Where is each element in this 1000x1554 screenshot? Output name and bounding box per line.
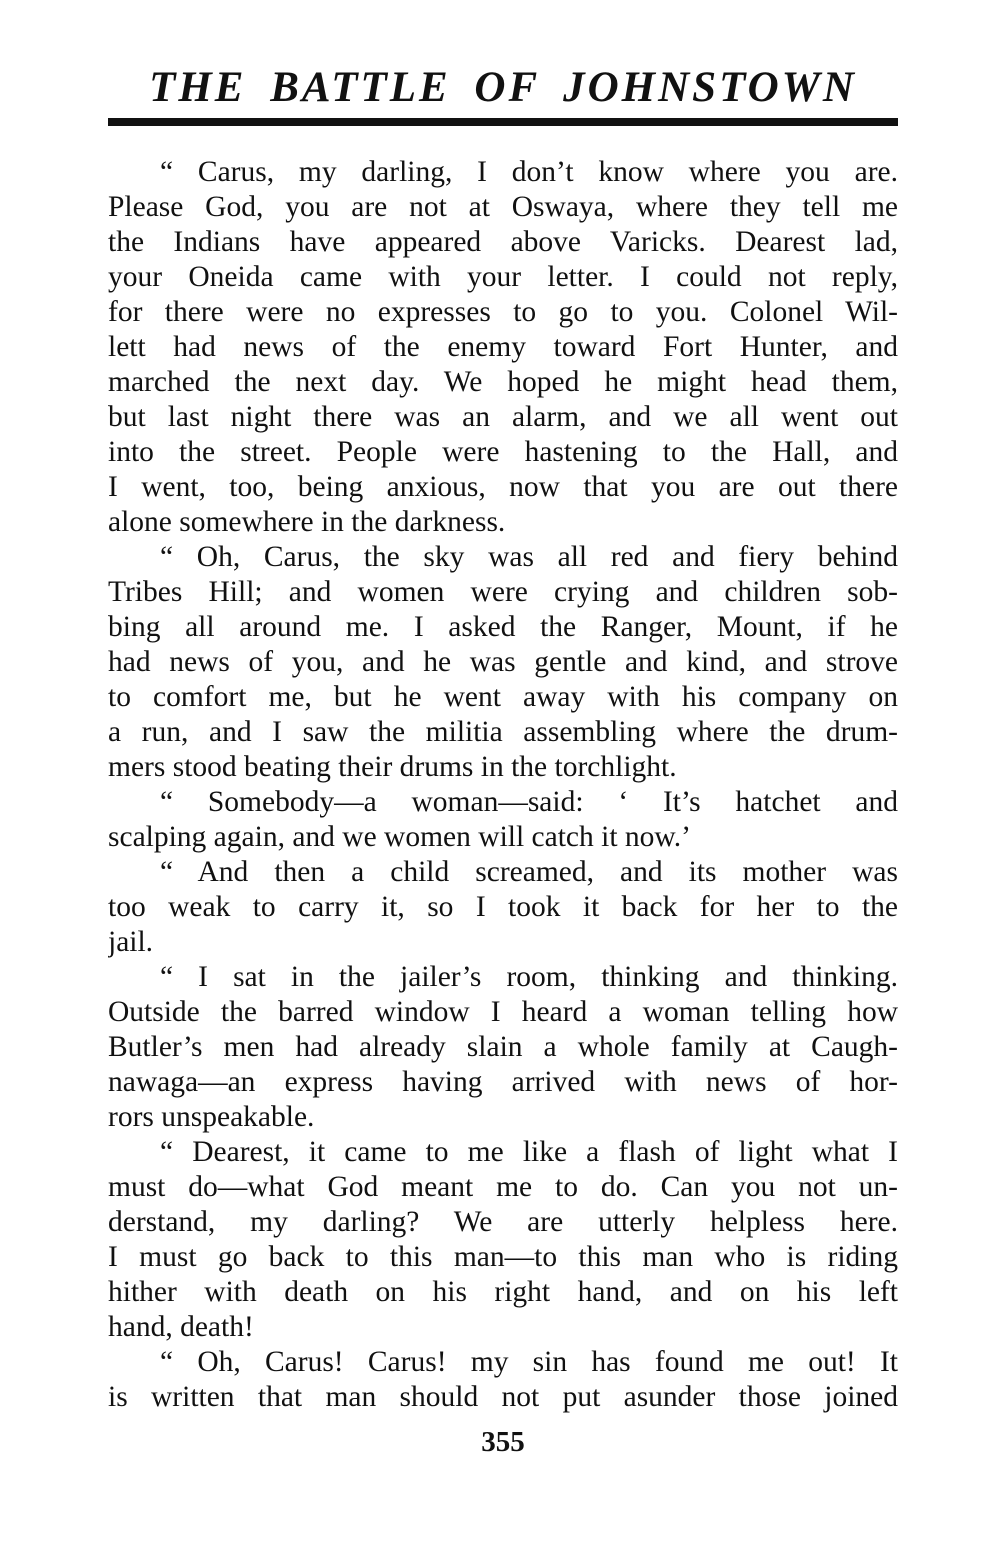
body-text (108, 155, 898, 1415)
text-line: hand, death! (108, 1311, 254, 1343)
text-line: “ I sat in the jailer’s room, thinking and thinking. (160, 961, 898, 993)
header-rule (108, 118, 898, 126)
text-line: jail. (108, 926, 154, 958)
text-line: “ Somebody—a woman—said: ‘ It’s hatchet and (160, 786, 898, 818)
text-line: your Oneida came with your letter. I could not reply, (108, 261, 898, 293)
text-line: I must go back to this man—to this man who is riding (108, 1241, 898, 1273)
text-line: nawaga—an express having arrived with news of hor- (108, 1066, 898, 1098)
text-line: “ And then a child screamed, and its mother was (160, 856, 898, 888)
text-line: bing all around me. I asked the Ranger, Mount, if he (108, 611, 898, 643)
running-title: THE BATTLE OF JOHNSTOWN (149, 64, 857, 111)
page-number: 355 (481, 1426, 525, 1458)
text-line: mers stood beating their drums in the torchlight. (108, 751, 677, 783)
text-line: hither with death on his right hand, and on his left (108, 1276, 898, 1308)
text-line: Tribes Hill; and women were crying and children sob- (108, 576, 898, 608)
text-line: derstand, my darling? We are utterly helpless here. (108, 1206, 898, 1238)
text-line: the Indians have appeared above Varicks. Dearest lad, (108, 226, 898, 258)
text-line: lett had news of the enemy toward Fort Hunter, and (108, 331, 898, 363)
text-line: scalping again, and we women will catch it now.’ (108, 821, 691, 853)
text-line: “ Carus, my darling, I don’t know where you are. (160, 156, 898, 188)
text-line: rors unspeakable. (108, 1101, 315, 1133)
text-line: Butler’s men had already slain a whole family at Caugh- (108, 1031, 898, 1063)
text-line: is written that man should not put asunder those joined (108, 1381, 898, 1413)
text-line: Outside the barred window I heard a woman telling how (108, 996, 898, 1028)
text-line: “ Oh, Carus! Carus! my sin has found me out! It (160, 1346, 898, 1378)
text-line: Please God, you are not at Oswaya, where they tell me (108, 191, 898, 223)
text-line: too weak to carry it, so I took it back for her to the (108, 891, 898, 923)
text-line: must do—what God meant me to do. Can you not un- (108, 1171, 898, 1203)
text-line: alone somewhere in the darkness. (108, 506, 506, 538)
text-line: “ Oh, Carus, the sky was all red and fiery behind (160, 541, 898, 573)
text-line: I went, too, being anxious, now that you are out there (108, 471, 898, 503)
text-line: into the street. People were hastening to the Hall, and (108, 436, 898, 468)
text-line: to comfort me, but he went away with his company on (108, 681, 898, 713)
text-line: “ Dearest, it came to me like a flash of light what I (160, 1136, 898, 1168)
text-line: marched the next day. We hoped he might head them, (108, 366, 898, 398)
text-line: had news of you, and he was gentle and kind, and strove (108, 646, 898, 678)
text-line: for there were no expresses to go to you. Colonel Wil- (108, 296, 898, 328)
text-line: a run, and I saw the militia assembling where the drum- (108, 716, 898, 748)
text-line: but last night there was an alarm, and we all went out (108, 401, 898, 433)
